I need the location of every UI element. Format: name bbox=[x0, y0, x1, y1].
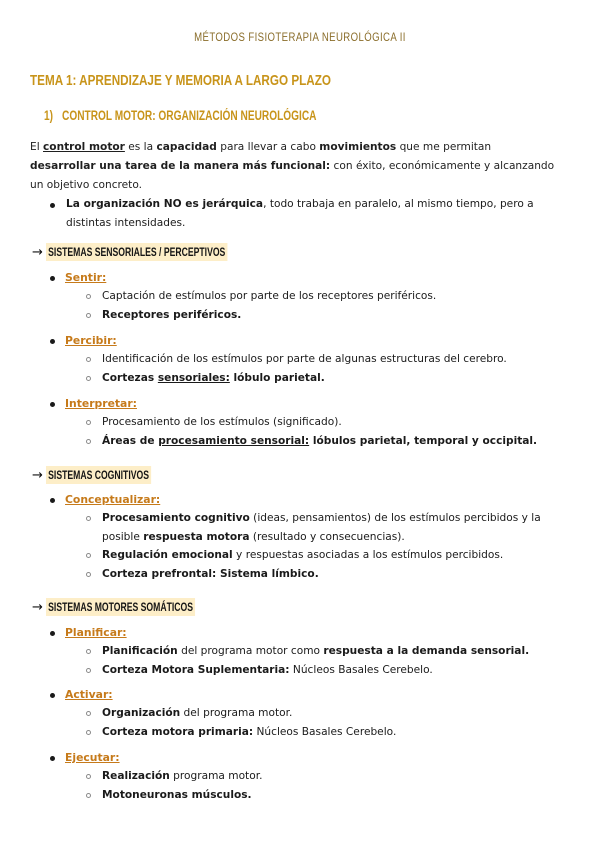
category-label: Ejecutar: bbox=[65, 751, 120, 764]
bold-text: lóbulos parietal, temporal y occipital. bbox=[309, 435, 538, 447]
sub-item bbox=[86, 546, 566, 565]
term-desarrollar: desarrollar una tarea de la manera más funcional: bbox=[30, 160, 331, 172]
circle-bullet-icon bbox=[86, 420, 91, 425]
category-label: Planificar: bbox=[65, 626, 127, 639]
text: , todo trabaja en paralelo, al mismo tiempo, pero a distintas intensidades. bbox=[66, 198, 534, 229]
category-label: Sentir: bbox=[65, 271, 107, 284]
bold-text: Regulación emocional bbox=[102, 549, 233, 561]
system-label: SISTEMAS COGNITIVOS bbox=[46, 466, 151, 484]
bullet-icon bbox=[50, 203, 55, 208]
system-heading-sensorial bbox=[32, 242, 298, 262]
bullet-icon bbox=[50, 276, 55, 281]
sub-item bbox=[86, 350, 566, 369]
circle-bullet-icon bbox=[86, 774, 91, 779]
arrow-right-icon: → bbox=[32, 467, 43, 483]
bold-text: Realización bbox=[102, 770, 170, 782]
text: (resultado y consecuencias). bbox=[249, 531, 405, 543]
bold-text: Cortezas bbox=[102, 372, 158, 384]
category-ejecutar bbox=[50, 749, 120, 767]
category-activar bbox=[50, 686, 113, 704]
text: programa motor. bbox=[169, 770, 263, 782]
category-percibir bbox=[50, 332, 117, 350]
term-capacidad: capacidad bbox=[156, 141, 217, 153]
bold-text: lóbulo parietal. bbox=[229, 372, 325, 384]
text: para llevar a cabo bbox=[216, 141, 320, 153]
text: Núcleos Basales Cerebelo. bbox=[289, 664, 433, 676]
category-label: Interpretar: bbox=[65, 397, 137, 410]
document-header-title: MÉTODOS FISIOTERAPIA NEUROLÓGICA II bbox=[194, 30, 406, 44]
bold-text: La organización NO es jerárquica bbox=[66, 198, 264, 210]
sub-item bbox=[86, 786, 566, 805]
sub-item bbox=[86, 432, 566, 451]
sub-item-text: Procesamiento de los estímulos (significado). bbox=[102, 416, 342, 428]
system-heading-motores bbox=[32, 597, 253, 617]
circle-bullet-icon bbox=[86, 572, 91, 577]
bullet-icon bbox=[50, 339, 55, 344]
sub-item bbox=[86, 642, 566, 661]
text: (ideas, pensamientos) de los estímulos percibidos y la posible bbox=[102, 512, 541, 543]
bold-text: Corteza motora primaria: bbox=[102, 726, 254, 738]
bold-text: Planificación bbox=[102, 645, 178, 657]
text: con éxito, económicamente y alcanzando un objetivo concreto. bbox=[30, 160, 555, 191]
bold-text: Procesamiento cognitivo bbox=[102, 512, 250, 524]
bold-text: Motoneuronas músculos. bbox=[102, 789, 252, 801]
bold-text: Corteza Motora Suplementaria: bbox=[102, 664, 290, 676]
circle-bullet-icon bbox=[86, 516, 91, 521]
system-label: SISTEMAS MOTORES SOMÁTICOS bbox=[46, 598, 195, 616]
section-title-text: CONTROL MOTOR: ORGANIZACIÓN NEUROLÓGICA bbox=[62, 108, 317, 123]
section-number: 1) bbox=[44, 108, 54, 123]
bullet-icon bbox=[50, 756, 55, 761]
sub-item-text: Captación de estímulos por parte de los receptores periféricos. bbox=[102, 290, 437, 302]
system-label: SISTEMAS SENSORIALES / PERCEPTIVOS bbox=[46, 243, 227, 261]
circle-bullet-icon bbox=[86, 439, 91, 444]
category-interpretar bbox=[50, 395, 137, 413]
system-heading-cognitivos bbox=[32, 465, 192, 485]
text: El bbox=[30, 141, 44, 153]
text: del programa motor como bbox=[177, 645, 324, 657]
bullet-text bbox=[66, 195, 560, 233]
tema-title: TEMA 1: APRENDIZAJE Y MEMORIA A LARGO PLAZO bbox=[30, 72, 331, 89]
term-movimientos: movimientos bbox=[319, 141, 397, 153]
text: que me permitan bbox=[396, 141, 492, 153]
category-planificar bbox=[50, 624, 127, 642]
category-label: Percibir: bbox=[65, 334, 117, 347]
circle-bullet-icon bbox=[86, 793, 91, 798]
bold-text: Áreas de bbox=[102, 435, 159, 447]
text: y respuestas asociadas a los estímulos percibidos. bbox=[232, 549, 504, 561]
intro-bullet bbox=[50, 195, 560, 233]
underlined-text: procesamiento sensorial: bbox=[158, 435, 310, 447]
text: del programa motor. bbox=[180, 707, 293, 719]
circle-bullet-icon bbox=[86, 313, 91, 318]
bullet-icon bbox=[50, 631, 55, 636]
term-control-motor: control motor bbox=[43, 141, 125, 153]
arrow-right-icon: → bbox=[32, 244, 43, 260]
circle-bullet-icon bbox=[86, 553, 91, 558]
sub-item bbox=[86, 704, 566, 723]
text: es la bbox=[124, 141, 157, 153]
sub-item bbox=[86, 767, 566, 786]
sub-item bbox=[86, 369, 566, 388]
sub-item bbox=[86, 287, 566, 306]
sub-item bbox=[86, 565, 566, 584]
sub-item-text: Identificación de los estímulos por parte de algunas estructuras del cerebro. bbox=[102, 353, 507, 365]
circle-bullet-icon bbox=[86, 730, 91, 735]
text: Núcleos Basales Cerebelo. bbox=[253, 726, 397, 738]
circle-bullet-icon bbox=[86, 376, 91, 381]
bold-text: Organización bbox=[102, 707, 181, 719]
sub-item bbox=[86, 306, 566, 325]
bold-text: respuesta motora bbox=[143, 531, 250, 543]
arrow-right-icon: → bbox=[32, 599, 43, 615]
sub-item bbox=[86, 723, 566, 742]
category-conceptualizar bbox=[50, 491, 160, 509]
underlined-text: sensoriales: bbox=[157, 372, 230, 384]
circle-bullet-icon bbox=[86, 649, 91, 654]
circle-bullet-icon bbox=[86, 357, 91, 362]
intro-paragraph bbox=[30, 138, 560, 195]
sub-item bbox=[86, 509, 566, 547]
bold-text: Receptores periféricos. bbox=[102, 309, 242, 321]
sub-item bbox=[86, 413, 566, 432]
category-sentir bbox=[50, 269, 106, 287]
circle-bullet-icon bbox=[86, 711, 91, 716]
category-label: Conceptualizar: bbox=[65, 493, 161, 506]
circle-bullet-icon bbox=[86, 668, 91, 673]
bullet-icon bbox=[50, 693, 55, 698]
category-label: Activar: bbox=[65, 688, 113, 701]
bullet-icon bbox=[50, 402, 55, 407]
section-title bbox=[44, 108, 316, 123]
sub-item bbox=[86, 661, 566, 680]
circle-bullet-icon bbox=[86, 294, 91, 299]
bold-text: Corteza prefrontal: Sistema límbico. bbox=[102, 568, 319, 580]
bold-text: respuesta a la demanda sensorial. bbox=[323, 645, 530, 657]
bullet-icon bbox=[50, 498, 55, 503]
